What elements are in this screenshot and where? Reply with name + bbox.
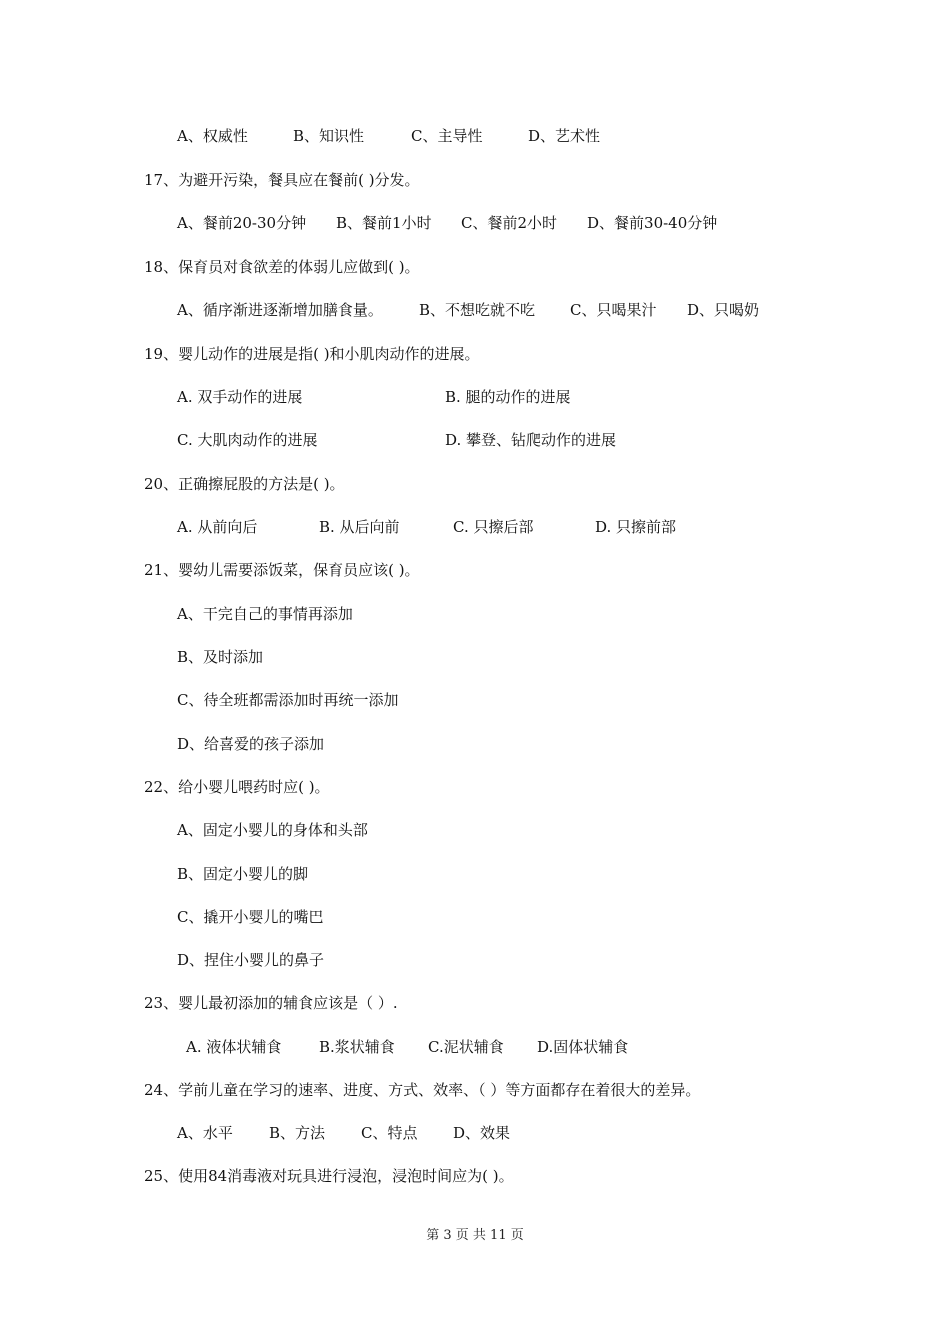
q19-stem: 19、婴儿动作的进展是指( )和小肌肉动作的进展。 (144, 345, 480, 363)
q24-stem: 24、学前儿童在学习的速率、进度、方式、效率、（ ）等方面都存在着很大的差异。 (144, 1081, 701, 1099)
q24-option-b: B、方法 (269, 1124, 326, 1142)
q21-stem: 21、婴幼儿需要添饭菜，保育员应该( )。 (144, 561, 420, 579)
q19-option-c: C. 大肌肉动作的进展 (177, 431, 318, 449)
page-footer: 第 3 页 共 11 页 (426, 1228, 524, 1243)
q16-option-b: B、知识性 (293, 127, 365, 145)
q19-option-b: B. 腿的动作的进展 (445, 388, 571, 406)
q23-option-c: C.泥状辅食 (428, 1038, 504, 1056)
q18-stem: 18、保育员对食欲差的体弱儿应做到( )。 (144, 258, 420, 276)
q16-option-a: A、权威性 (177, 127, 248, 145)
q18-option-c: C、只喝果汁 (570, 301, 657, 319)
q24-option-a: A、水平 (177, 1124, 233, 1142)
q21-option-a: A、干完自己的事情再添加 (177, 605, 353, 623)
q25-stem: 25、使用84消毒液对玩具进行浸泡，浸泡时间应为( )。 (144, 1167, 514, 1185)
q23-stem: 23、婴儿最初添加的辅食应该是（ ）. (144, 994, 398, 1012)
q20-option-b: B. 从后向前 (319, 518, 400, 536)
q24-option-d: D、效果 (453, 1124, 511, 1142)
q18-option-d: D、只喝奶 (687, 301, 760, 319)
q18-option-b: B、不想吃就不吃 (419, 301, 536, 319)
q20-option-c: C. 只擦后部 (453, 518, 534, 536)
q22-option-a: A、固定小婴儿的身体和头部 (177, 821, 368, 839)
q22-stem: 22、给小婴儿喂药时应( )。 (144, 778, 330, 796)
q19-option-a: A. 双手动作的进展 (177, 388, 303, 406)
q21-option-c: C、待全班都需添加时再统一添加 (177, 691, 399, 709)
q23-option-a: A. 液体状辅食 (186, 1038, 282, 1056)
q22-option-d: D、捏住小婴儿的鼻子 (177, 951, 325, 969)
q21-option-b: B、及时添加 (177, 648, 264, 666)
q20-stem: 20、正确擦屁股的方法是( )。 (144, 475, 345, 493)
q16-option-d: D、艺术性 (528, 127, 601, 145)
q17-option-d: D、餐前30-40分钟 (587, 214, 718, 232)
q17-option-b: B、餐前1小时 (336, 214, 432, 232)
q17-option-c: C、餐前2小时 (461, 214, 558, 232)
q21-option-d: D、给喜爱的孩子添加 (177, 735, 325, 753)
q24-option-c: C、特点 (361, 1124, 418, 1142)
q23-option-d: D.固体状辅食 (537, 1038, 629, 1056)
q19-option-d: D. 攀登、钻爬动作的进展 (445, 431, 617, 449)
q23-option-b: B.浆状辅食 (319, 1038, 395, 1056)
q18-option-a: A、循序渐进逐渐增加膳食量。 (177, 301, 383, 319)
q20-option-a: A. 从前向后 (177, 518, 258, 536)
q22-option-b: B、固定小婴儿的脚 (177, 865, 309, 883)
q16-option-c: C、主导性 (411, 127, 483, 145)
q22-option-c: C、撬开小婴儿的嘴巴 (177, 908, 324, 926)
q20-option-d: D. 只擦前部 (595, 518, 677, 536)
q17-stem: 17、为避开污染，餐具应在餐前( )分发。 (144, 171, 420, 189)
q17-option-a: A、餐前20-30分钟 (177, 214, 307, 232)
